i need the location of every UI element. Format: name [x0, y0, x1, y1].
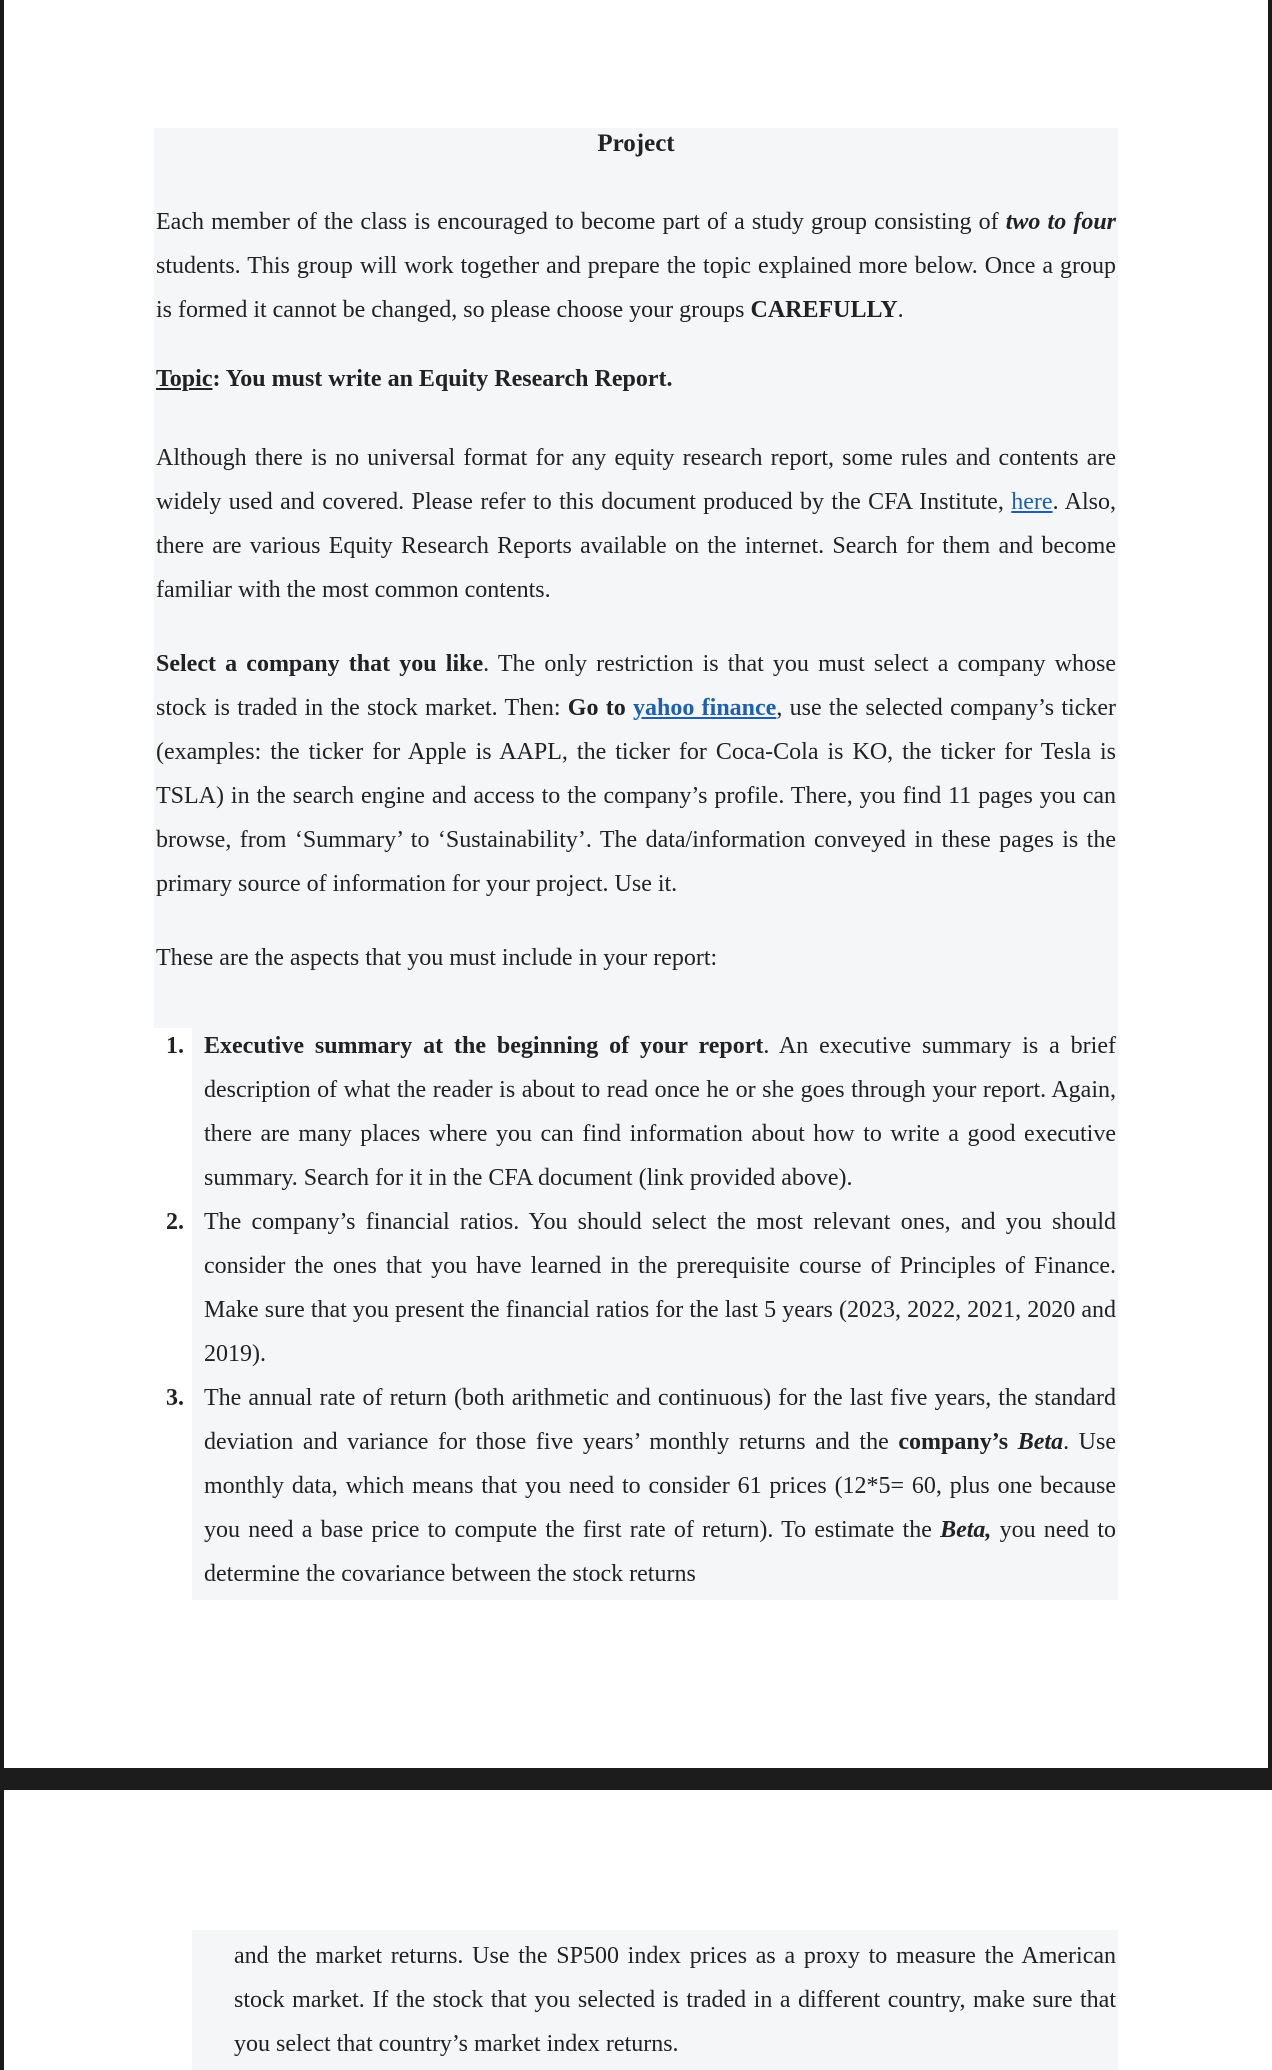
yahoo-finance-link[interactable]: yahoo finance — [633, 695, 777, 721]
page-title: Project — [597, 130, 675, 157]
list-item: 2. The company’s financial ratios. You should select the most relevant ones, and you should consider the ones that you have learned in the prerequisite course of Principles of Finance. Make sure that you present the financial ratios for the last 5 years (2023, 2022, 2021, 2020 and 2019). — [166, 1209, 1116, 1367]
report-aspects-list — [166, 1024, 1117, 1596]
format-paragraph: Although there is no universal format for any equity research report, some rules and contents are widely used and covered. Please refer to this document produced by the CFA Institute, here. Also, there are various Equity Research Reports available on the internet. Search for them and become familiar with the most common contents. — [156, 445, 1116, 603]
list-item-continuation: and the market returns. Use the SP500 index prices as a proxy to measure the American stock market. If the stock that you selected is traded in a different country, make sure that you select that country’s market index returns. — [234, 1943, 1116, 2057]
select-company-paragraph: Select a company that you like. The only restriction is that you must select a company whose stock is traded in the stock market. Then: Go to yahoo finance, use the selected company’s ticker (examples: the ticker for Apple is AAPL, the ticker for Coca-Cola is KO, the ticker for Tesla is TSLA) in the search engine and access to the company’s profile. There, you find 11 pages you can browse, from ‘Summary’ to ‘Sustainability’. The data/information conveyed in these pages is the primary source of information for your project. Use it. — [156, 651, 1116, 897]
aspects-intro: These are the aspects that you must include in your report: — [156, 945, 718, 971]
page-frame-right — [1268, 0, 1272, 1770]
page-break-divider — [0, 1768, 1272, 1790]
cfa-document-link[interactable]: here — [1011, 489, 1053, 515]
list-item: 1. Executive summary at the beginning of your report. An executive summary is a brief description of what the reader is about to read once he or she goes through your report. Again, there are many places where you can find information about how to write a good executive summary. Search for it in the CFA document (link provided above). — [166, 1033, 1116, 1191]
document-page-1 — [4, 0, 1268, 1768]
intro-paragraph: Each member of the class is encouraged to become part of a study group consisting of two to four students. This group will work together and prepare the topic explained more below. Once a group is formed it cannot be changed, so please choose your groups CAREFULLY. — [156, 209, 1117, 323]
topic-heading: Topic: You must write an Equity Research Report. — [156, 366, 673, 392]
list-item: 3. The annual rate of return (both arithmetic and continuous) for the last five years, the standard deviation and variance for those five years’ monthly returns and the company’s Beta. Use monthly data, which means that you need to consider 61 prices (12*5= 60, plus one because you need a base price to compute the first rate of return). To estimate the Beta, you need to determine the covariance between the stock returns — [166, 1385, 1117, 1587]
document-page-2 — [4, 1790, 1268, 2070]
